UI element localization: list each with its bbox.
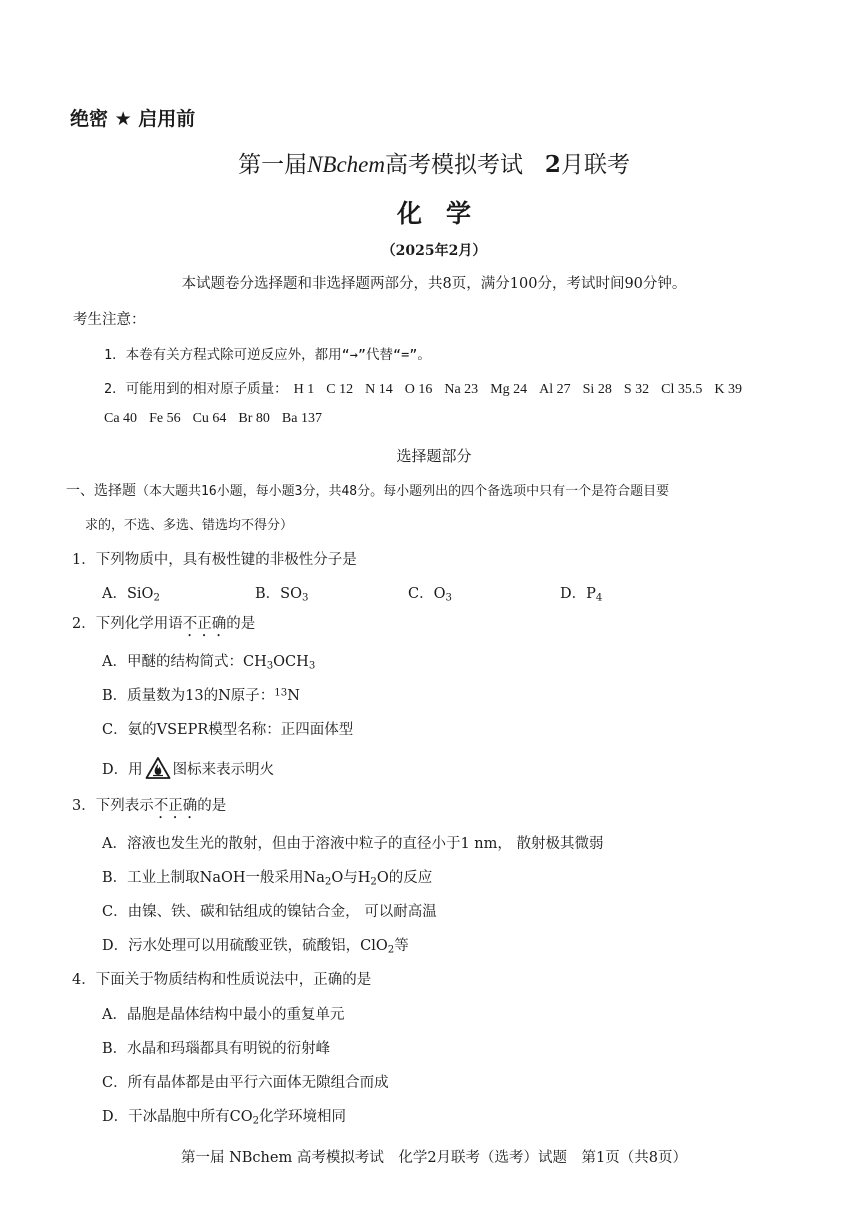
open-flame-warning-icon — [145, 756, 171, 784]
atomic-mass: S 32 — [623, 382, 650, 397]
q3-stem-post: 的是 — [197, 798, 227, 814]
q2-option-c: C．氨的VSEPR模型名称：正四面体型 — [102, 722, 354, 738]
subscript: 2 — [324, 876, 332, 888]
atomic-mass: N 14 — [365, 382, 393, 397]
q2-b-symbol: N — [287, 688, 300, 704]
q2-option-a — [102, 650, 315, 671]
q4-d-text-post: 化学环境相同 — [259, 1109, 347, 1125]
q3-option-a: A．溶液也发生光的散射，但由于溶液中粒子的直径小于1 nm， 散射极其微弱 — [102, 836, 604, 852]
q3-b-text-post: O的反应 — [376, 870, 433, 886]
q2-stem-post: 的是 — [226, 616, 256, 632]
subscript: 3 — [445, 592, 452, 604]
atomic-mass: K 39 — [714, 382, 742, 397]
title-prefix: 第一届 — [238, 152, 308, 178]
question-3-stem — [72, 794, 226, 822]
subscript: 3 — [266, 660, 274, 672]
notice-item-2-label: 2．可能用到的相对原子质量： — [104, 381, 288, 397]
atomic-mass: Fe 56 — [149, 411, 181, 426]
atomic-mass: Cl 35.5 — [661, 382, 703, 397]
q1-c-text: C．O — [408, 586, 446, 602]
subscript: 2 — [153, 592, 160, 604]
part-1-heading — [66, 480, 669, 500]
q2-stem-emphasis: 不正确 — [182, 616, 227, 632]
q2-a-text: A．甲醚的结构简式：CH — [102, 654, 267, 670]
q3-option-b — [102, 866, 432, 887]
q1-option-d — [560, 582, 602, 603]
atomic-mass: Br 80 — [238, 411, 270, 426]
q3-d-text-post: 等 — [394, 938, 409, 954]
title-middle: 高考模拟考试 — [384, 152, 523, 178]
q4-option-b: B．水晶和玛瑙都具有明锐的衍射峰 — [102, 1041, 331, 1057]
notice-heading: 考生注意： — [73, 312, 146, 328]
subscript: 3 — [301, 592, 309, 604]
title-number: 2 — [544, 151, 561, 178]
subscript: 2 — [252, 1115, 260, 1127]
q2-d-text: D．用 — [102, 762, 143, 778]
atomic-mass: H 1 — [293, 382, 315, 397]
atomic-mass: Cu 64 — [192, 411, 227, 426]
question-1-stem: 1．下列物质中，具有极性键的非极性分子是 — [72, 552, 357, 568]
atomic-mass: Na 23 — [444, 382, 479, 397]
notice-item-2 — [104, 377, 754, 398]
q2-b-text: B．质量数为13的N原子： — [102, 688, 275, 704]
q4-d-text: D．干冰晶胞中所有CO — [102, 1109, 253, 1125]
exam-date: （2025年2月） — [381, 243, 487, 259]
q1-d-text: D．P — [560, 586, 596, 602]
q3-stem-emphasis: 不正确 — [153, 798, 198, 814]
q3-b-text: B．工业上制取NaOH一般采用Na — [102, 870, 325, 886]
q3-d-text: D．污水处理可以用硫酸亚铁，硫酸铝，ClO — [102, 938, 388, 954]
q1-a-text: A．SiO — [102, 586, 154, 602]
q1-b-text: B．SO — [255, 586, 302, 602]
subscript: 2 — [370, 876, 377, 888]
q3-option-d — [102, 934, 409, 955]
q2-d-text-post: 图标来表示明火 — [172, 762, 275, 778]
q3-option-c: C．由镍、铁、碳和钴组成的镍钴合金， 可以耐高温 — [102, 904, 437, 920]
atomic-mass: Si 28 — [582, 382, 612, 397]
q4-option-d — [102, 1105, 346, 1126]
atomic-mass: C 12 — [326, 382, 354, 397]
atomic-mass: Ba 137 — [281, 411, 322, 426]
q4-option-c: C．所有晶体都是由平行六面体无隙组合而成 — [102, 1075, 389, 1091]
subscript: 4 — [595, 592, 603, 604]
q2-a-text-mid: OCH — [273, 654, 309, 670]
part-1-label: 一、选择题 — [66, 483, 136, 499]
part-1-desc: （本大题共16小题，每小题3分，共48分。每小题列出的四个备选项中只有一个是符合题目要 — [136, 484, 670, 499]
q2-option-d — [102, 756, 274, 784]
notice-item-2-cont — [104, 411, 334, 427]
q3-stem-pre: 3．下列表示 — [72, 798, 154, 814]
section-title: 选择题部分 — [396, 447, 472, 465]
confidential-label: 绝密 ★ 启用前 — [70, 108, 196, 130]
subject-title: 化学 — [396, 199, 495, 228]
q1-option-b — [255, 582, 308, 603]
notice-item-1: 1．本卷有关方程式除可逆反应外，都用“→”代替“=”。 — [104, 347, 431, 363]
atomic-mass: Al 27 — [539, 382, 571, 397]
title-suffix: 月联考 — [560, 152, 630, 178]
exam-title — [0, 146, 868, 179]
title-brand: NBchem — [307, 152, 385, 177]
subscript: 3 — [308, 660, 316, 672]
atomic-mass: Mg 24 — [490, 382, 528, 397]
q3-b-text-mid: O与H — [331, 870, 371, 886]
q1-option-c — [408, 582, 452, 603]
subscript: 2 — [387, 944, 395, 956]
superscript: 13 — [274, 687, 288, 699]
q2-stem-pre: 2．下列化学用语 — [72, 616, 183, 632]
question-4-stem: 4．下面关于物质结构和性质说法中，正确的是 — [72, 972, 372, 988]
atomic-mass: O 16 — [404, 382, 433, 397]
question-2-stem — [72, 612, 255, 640]
exam-intro: 本试题卷分选择题和非选择题两部分，共8页，满分100分，考试时间90分钟。 — [181, 276, 687, 292]
part-1-desc-cont: 求的，不选、多选、错选均不得分） — [85, 518, 294, 533]
atomic-mass: Ca 40 — [104, 411, 138, 426]
q2-option-b — [102, 684, 300, 705]
q1-option-a — [102, 582, 160, 603]
q4-option-a: A．晶胞是晶体结构中最小的重复单元 — [102, 1007, 345, 1023]
page-footer: 第一届 NBchem 高考模拟考试 化学2月联考（选考）试题 第1页（共8页） — [180, 1150, 688, 1166]
